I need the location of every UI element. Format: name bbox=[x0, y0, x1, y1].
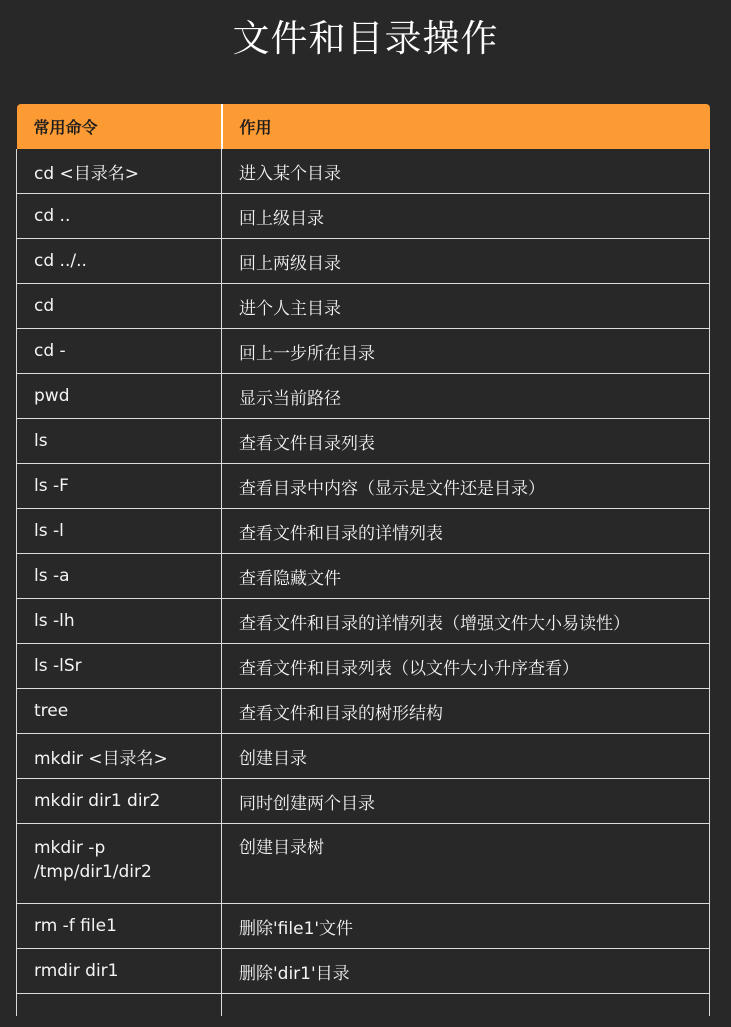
table-header-row bbox=[17, 104, 710, 149]
command-cell: mkdir -p /tmp/dir1/dir2 bbox=[17, 824, 222, 904]
table-row bbox=[17, 419, 710, 464]
table-row bbox=[17, 644, 710, 689]
command-cell: rm -f file1 bbox=[17, 904, 222, 949]
purpose-cell: 删除'file1'文件 bbox=[222, 904, 710, 949]
table-row bbox=[17, 194, 710, 239]
table-row bbox=[17, 509, 710, 554]
purpose-cell: 查看文件和目录的详情列表（增强文件大小易读性） bbox=[222, 599, 710, 644]
table-row bbox=[17, 734, 710, 779]
command-cell: ls -F bbox=[17, 464, 222, 509]
purpose-cell: 创建目录 bbox=[222, 734, 710, 779]
table-row bbox=[17, 689, 710, 734]
command-cell: cd bbox=[17, 284, 222, 329]
purpose-cell: 进个人主目录 bbox=[222, 284, 710, 329]
command-cell: ls bbox=[17, 419, 222, 464]
command-cell: cd <目录名> bbox=[17, 149, 222, 194]
command-cell: cd .. bbox=[17, 194, 222, 239]
table-row bbox=[17, 239, 710, 284]
purpose-cell: 进入某个目录 bbox=[222, 149, 710, 194]
command-cell: mkdir <目录名> bbox=[17, 734, 222, 779]
command-cell: ls -lh bbox=[17, 599, 222, 644]
purpose-cell: 显示当前路径 bbox=[222, 374, 710, 419]
table-row bbox=[17, 329, 710, 374]
command-cell bbox=[17, 994, 222, 1017]
table-row bbox=[17, 824, 710, 904]
purpose-cell: 查看文件和目录的详情列表 bbox=[222, 509, 710, 554]
purpose-cell: 同时创建两个目录 bbox=[222, 779, 710, 824]
purpose-cell: 查看目录中内容（显示是文件还是目录） bbox=[222, 464, 710, 509]
purpose-cell: 回上一步所在目录 bbox=[222, 329, 710, 374]
purpose-cell: 回上级目录 bbox=[222, 194, 710, 239]
table-row bbox=[17, 284, 710, 329]
purpose-cell: 查看文件目录列表 bbox=[222, 419, 710, 464]
table-row bbox=[17, 949, 710, 994]
purpose-cell: 回上两级目录 bbox=[222, 239, 710, 284]
header-command: 常用命令 bbox=[17, 104, 222, 149]
command-cell: cd - bbox=[17, 329, 222, 374]
command-cell: ls -a bbox=[17, 554, 222, 599]
command-cell: cd ../.. bbox=[17, 239, 222, 284]
command-cell: pwd bbox=[17, 374, 222, 419]
command-cell: ls -l bbox=[17, 509, 222, 554]
purpose-cell: 删除'dir1'目录 bbox=[222, 949, 710, 994]
purpose-cell bbox=[222, 994, 710, 1017]
table-row bbox=[17, 904, 710, 949]
purpose-cell: 查看文件和目录列表（以文件大小升序查看） bbox=[222, 644, 710, 689]
command-cell: tree bbox=[17, 689, 222, 734]
table-row bbox=[17, 149, 710, 194]
command-table bbox=[16, 104, 710, 1016]
header-purpose: 作用 bbox=[222, 104, 710, 149]
table-row bbox=[17, 779, 710, 824]
table-row bbox=[17, 554, 710, 599]
table-row bbox=[17, 464, 710, 509]
command-cell: mkdir dir1 dir2 bbox=[17, 779, 222, 824]
table-row bbox=[17, 599, 710, 644]
command-cell: rmdir dir1 bbox=[17, 949, 222, 994]
purpose-cell: 查看文件和目录的树形结构 bbox=[222, 689, 710, 734]
purpose-cell: 创建目录树 bbox=[222, 824, 710, 904]
command-cell: ls -lSr bbox=[17, 644, 222, 689]
purpose-cell: 查看隐藏文件 bbox=[222, 554, 710, 599]
table-row bbox=[17, 994, 710, 1017]
page-title: 文件和目录操作 bbox=[232, 17, 499, 60]
table-row bbox=[17, 374, 710, 419]
